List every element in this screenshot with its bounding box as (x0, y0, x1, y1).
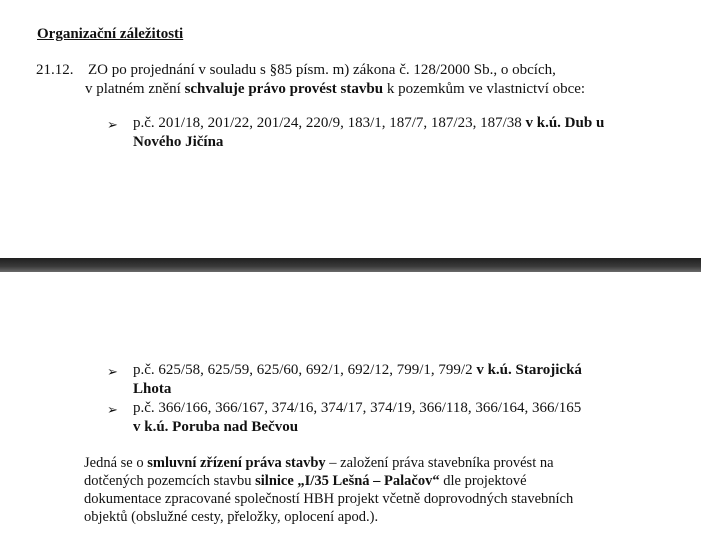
item-number: 21.12. (36, 62, 74, 78)
bullet-arrow-icon: ➢ (107, 402, 118, 417)
section-heading: Organizační záležitosti (37, 26, 184, 42)
resolution-line-2-bold: schvaluje právo provést stavbu (184, 81, 384, 97)
document-page-top (0, 0, 701, 258)
bullet-1-ku-2: Nového Jičína (133, 134, 224, 150)
document-page-bottom (0, 272, 701, 555)
paragraph-line-2-pre: dotčených pozemcích stavbu (84, 473, 256, 489)
paragraph-line-2 (84, 473, 527, 490)
bullet-1-line-2 (133, 134, 223, 151)
paragraph-line-2-bold: silnice „I/35 Lešná – Palačov“ (255, 473, 440, 489)
paragraph-line-1-post: – založení práva stavebníka provést na (325, 455, 554, 471)
bullet-1-parcels: p.č. 201/18, 201/22, 201/24, 220/9, 183/1, 187/7, 187/23, 187/38 (133, 115, 526, 131)
resolution-line-1: ZO po projednání v souladu s §85 písm. m) zákona č. 128/2000 Sb., o obcích, (88, 62, 556, 78)
bullet-1-ku-1: v k.ú. Dub u (525, 115, 605, 131)
paragraph-line-3: dokumentace zpracované společností HBH projekt včetně doprovodných stavebních (84, 491, 574, 507)
paragraph-line-1 (84, 455, 554, 472)
bullet-3-ku-2: v k.ú. Poruba nad Bečvou (133, 419, 299, 435)
bullet-2-ku-1: v k.ú. Starojická (476, 362, 582, 378)
paragraph-line-1-pre: Jedná se o (84, 455, 148, 471)
resolution-line-2-post: k pozemkům ve vlastnictví obce: (383, 81, 586, 97)
bullet-2-line-2 (133, 381, 171, 398)
bullet-3-line-2 (133, 419, 298, 436)
resolution-line-2 (85, 81, 585, 98)
bullet-1-line-1 (133, 115, 604, 132)
bullet-2-ku-2: Lhota (133, 381, 172, 397)
paragraph-line-4: objektů (obslužné cesty, přeložky, oplocení apod.). (84, 509, 379, 525)
paragraph-line-1-bold: smluvní zřízení práva stavby (147, 455, 326, 471)
bullet-3-line-1 (133, 400, 581, 417)
bullet-2-parcels: p.č. 625/58, 625/59, 625/60, 692/1, 692/12, 799/1, 799/2 (133, 362, 477, 378)
bullet-arrow-icon: ➢ (107, 117, 118, 132)
paragraph-line-2-post: dle projektové (439, 473, 527, 489)
bullet-2-line-1 (133, 362, 582, 379)
page-break-divider (0, 258, 701, 272)
bullet-arrow-icon: ➢ (107, 364, 118, 379)
resolution-line-2-pre: v platném znění (85, 81, 185, 97)
bullet-3-parcels: p.č. 366/166, 366/167, 374/16, 374/17, 374/19, 366/118, 366/164, 366/165 (133, 400, 582, 416)
